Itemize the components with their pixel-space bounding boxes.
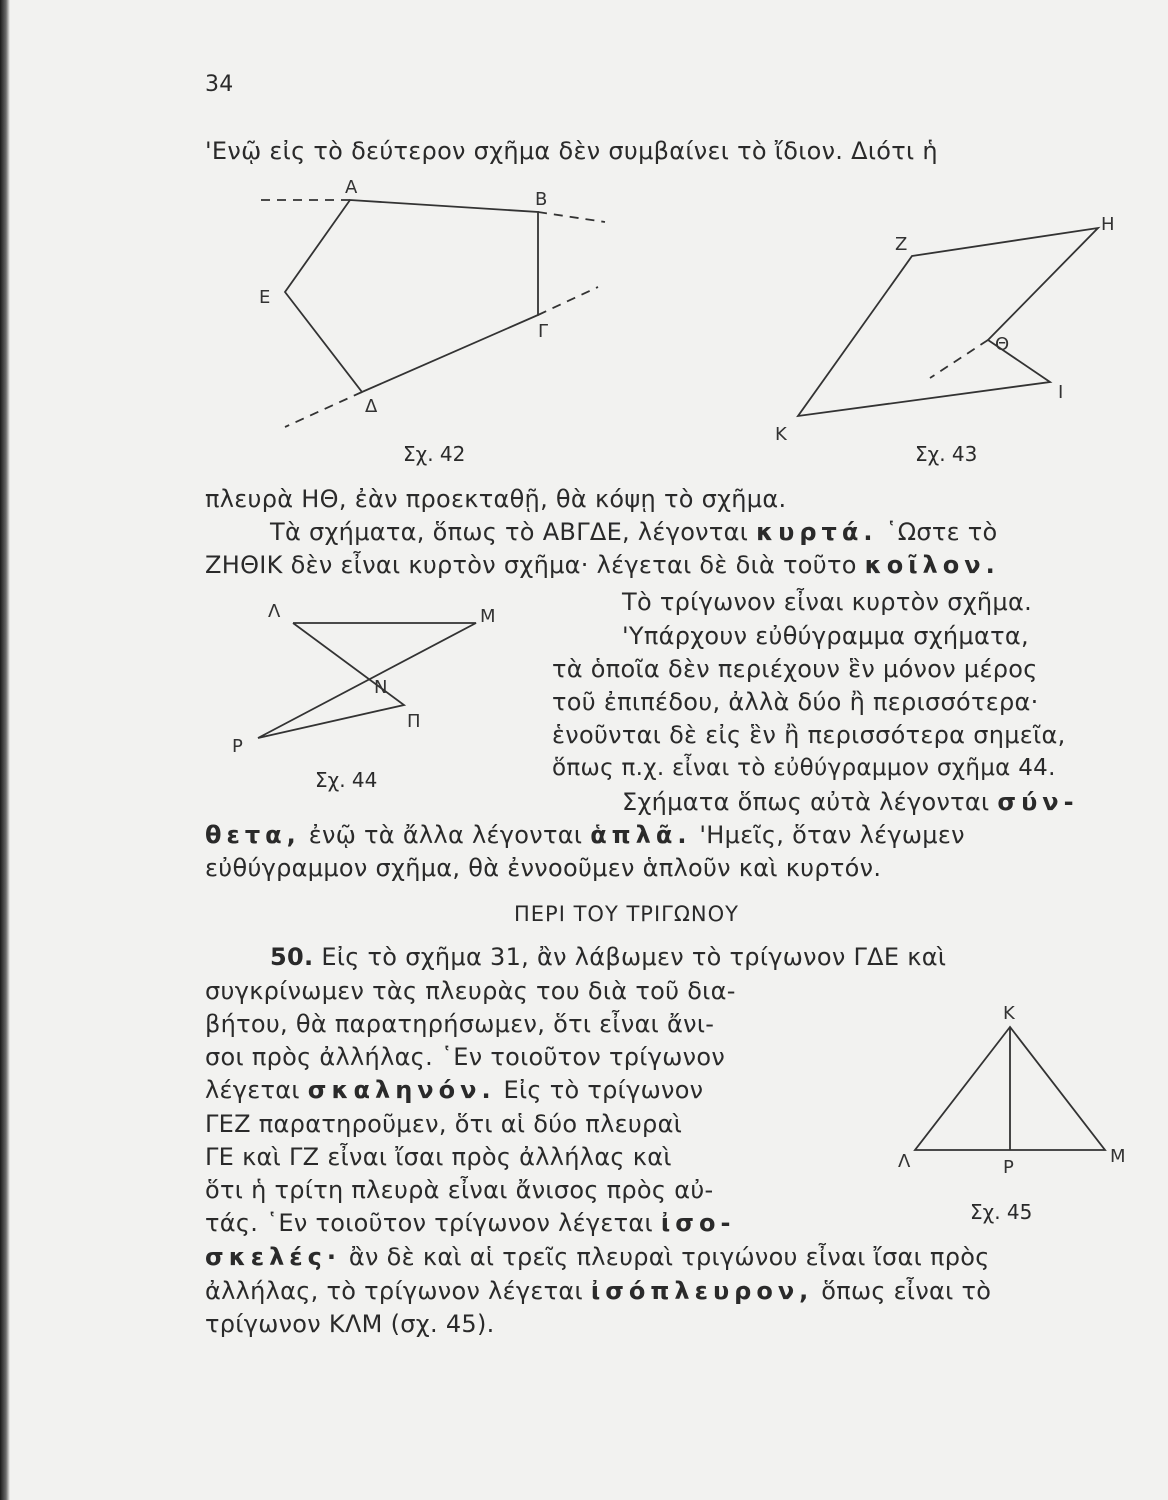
text-line: 'Ενῷ εἰς τὸ δεύτερον σχῆμα δὲν συμβαίνει τὸ ἴδιον. Διότι ἡ (205, 137, 938, 165)
text-line: λέγεται σκαληνόν. Εἰς τὸ τρίγωνον (205, 1076, 704, 1104)
label-k: Κ (1003, 1003, 1015, 1024)
text-line: ὅπως π.χ. εἶναι τὸ εὐθύγραμμον σχῆμα 44. (552, 755, 1056, 781)
label-r: Ρ (232, 736, 243, 757)
figure-caption: Σχ. 44 (315, 768, 378, 792)
text-line: τρίγωνον ΚΛΜ (σχ. 45). (205, 1310, 495, 1338)
figure-caption: Σχ. 45 (970, 1200, 1033, 1224)
text-line: βήτου, θὰ παρατηρήσωμεν, ὅτι εἶναι ἄνι- (205, 1010, 715, 1038)
label-th: Θ (995, 334, 1010, 355)
figure-44-compound (232, 601, 496, 757)
text-line: 50. Εἰς τὸ σχῆμα 31, ἂν λάβωμεν τὸ τρίγωνον ΓΔΕ καὶ (270, 943, 947, 971)
text-line: ΓΕ καὶ ΓΖ εἶναι ἴσαι πρὸς ἀλλήλας καὶ (205, 1143, 672, 1171)
text-line: Τὸ τρίγωνον εἶναι κυρτὸν σχῆμα. (622, 588, 1033, 616)
label-d: Δ (365, 396, 378, 417)
text-line: ΓΕΖ παρατηροῦμεν, ὅτι αἱ δύο πλευραὶ (205, 1110, 683, 1138)
figure-43-concave (775, 214, 1115, 445)
label-a: Α (345, 177, 358, 198)
emphasis-term: κυρτά. (756, 518, 878, 546)
label-l: Λ (898, 1151, 911, 1172)
text-line: ὅτι ἡ τρίτη πλευρὰ εἶναι ἄνισος πρὸς αὐ- (205, 1176, 714, 1204)
figure-caption: Σχ. 42 (403, 442, 466, 466)
label-r: Ρ (1003, 1157, 1014, 1178)
figure-caption: Σχ. 43 (915, 442, 978, 466)
paragraph-number: 50. (270, 943, 314, 971)
text-line: σοι πρὸς ἀλλήλας. ῾Εν τοιοῦτον τρίγωνον (205, 1043, 726, 1071)
label-m: Μ (1110, 1146, 1126, 1167)
figure-42-pentagon (258, 177, 605, 427)
emphasis-term: ἰσο- (660, 1209, 736, 1237)
emphasis-term: σκελές· (205, 1243, 341, 1271)
label-k: Κ (775, 424, 787, 445)
emphasis-term: σύν- (997, 788, 1079, 816)
emphasis-term: κοῖλον. (864, 551, 1000, 579)
label-p: Π (407, 711, 421, 732)
emphasis-term: θετα, (205, 821, 301, 849)
text-line: τοῦ ἐπιπέδου, ἀλλὰ δύο ἢ περισσότερα· (552, 688, 1039, 716)
text-line: Τὰ σχήματα, ὅπως τὸ ΑΒΓΔΕ, λέγονται κυρτά. ῾Ωστε τὸ (270, 518, 998, 546)
text-line: ἑνοῦνται δὲ εἰς ἓν ἢ περισσότερα σημεῖα, (552, 721, 1066, 749)
label-e: Ε (259, 287, 271, 308)
text-line: θετα, ἐνῷ τὰ ἄλλα λέγονται ἁπλᾶ. 'Ημεῖς, ὅταν λέγωμεν (205, 821, 965, 849)
text-line: σκελές· ἂν δὲ καὶ αἱ τρεῖς πλευραὶ τριγώνου εἶναι ἴσαι πρὸς (205, 1243, 990, 1271)
label-h: Η (1101, 214, 1115, 235)
label-m: Μ (480, 606, 496, 627)
text-line: πλευρὰ ΗΘ, ἐὰν προεκταθῇ, θὰ κόψῃ τὸ σχῆμα. (205, 485, 787, 513)
label-z: Ζ (895, 234, 908, 255)
figure-45-triangle (898, 1003, 1126, 1178)
emphasis-term: ἰσόπλευρον, (590, 1277, 814, 1305)
text-line: τὰ ὁποῖα δὲν περιέχουν ἓν μόνον μέρος (552, 655, 1038, 683)
text-line: 'Υπάρχουν εὐθύγραμμα σχήματα, (622, 622, 1029, 650)
text-line: ἀλλήλας, τὸ τρίγωνον λέγεται ἰσόπλευρον, ὅπως εἶναι τὸ (205, 1277, 992, 1305)
text-line: Σχήματα ὅπως αὐτὰ λέγονται σύν- (622, 788, 1079, 816)
text-line: τάς. ῾Εν τοιοῦτον τρίγωνον λέγεται ἰσο- (205, 1209, 736, 1237)
text-line: ΖΗΘΙΚ δὲν εἶναι κυρτὸν σχῆμα· λέγεται δὲ διὰ τοῦτο κοῖλον. (205, 551, 1000, 579)
page-number: 34 (205, 72, 234, 97)
label-g: Γ (538, 321, 549, 342)
label-n: Ν (374, 677, 388, 698)
text-line: συγκρίνωμεν τὰς πλευρὰς του διὰ τοῦ δια- (205, 977, 736, 1005)
label-i: Ι (1058, 382, 1064, 403)
emphasis-term: σκαληνόν. (307, 1076, 496, 1104)
section-heading: ΠΕΡΙ ΤΟΥ ΤΡΙΓΩΝΟΥ (514, 902, 739, 926)
text-line: εὐθύγραμμον σχῆμα, θὰ ἐννοοῦμεν ἁπλοῦν καὶ κυρτόν. (205, 854, 882, 882)
emphasis-term: ἁπλᾶ. (590, 821, 692, 849)
label-l: Λ (268, 601, 281, 622)
label-b: Β (535, 189, 548, 210)
